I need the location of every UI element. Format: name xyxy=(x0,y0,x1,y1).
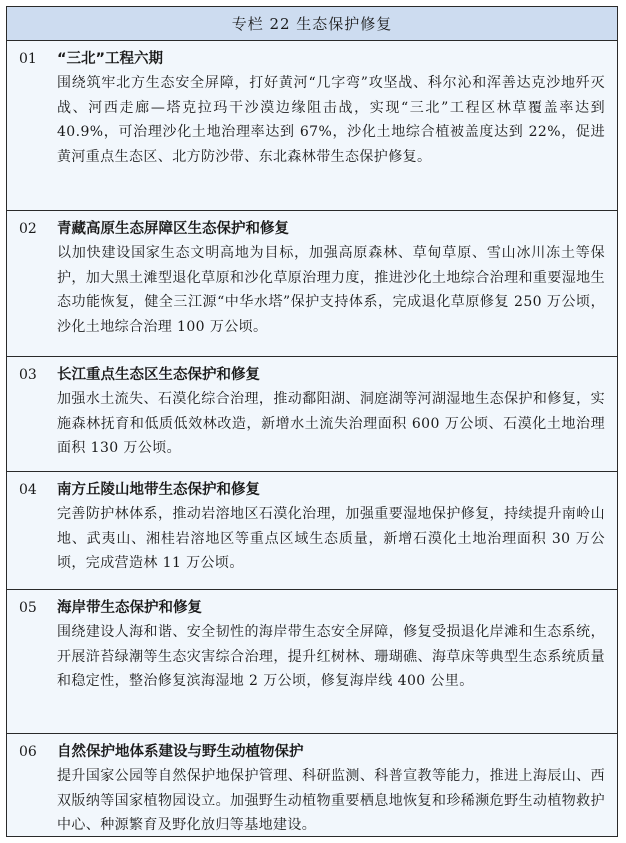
section-05 xyxy=(7,590,617,734)
section-number: 03 xyxy=(19,367,37,383)
section-body: 完善防护林体系，推动岩溶地区石漠化治理，加强重要湿地保护修复，持续提升南岭山地、武夷山、湘桂岩溶地区等重点区域生态质量，新增石漠化土地治理面积 30 万公顷，完成营造林 11 万公顷。 xyxy=(57,506,605,571)
section-title: 青藏高原生态屏障区生态保护和修复 xyxy=(57,221,289,237)
section-01 xyxy=(7,41,617,211)
section-04 xyxy=(7,472,617,590)
section-06 xyxy=(7,734,617,834)
section-title: 南方丘陵山地带生态保护和修复 xyxy=(57,482,260,498)
section-number: 01 xyxy=(19,51,37,67)
section-title: “三北”工程六期 xyxy=(57,51,164,67)
section-body: 提升国家公园等自然保护地保护管理、科研监测、科普宣教等能力，推进上海辰山、西双版纳等国家植物园设立。加强野生动植物重要栖息地恢复和珍稀濒危野生动植物救护中心、种源繁育及野化放归等基地建设。 xyxy=(57,768,605,833)
section-number: 04 xyxy=(19,482,37,498)
section-03 xyxy=(7,357,617,472)
section-body: 加强水土流失、石漠化综合治理，推动鄱阳湖、洞庭湖等河湖湿地生态保护和修复，实施森林抚育和低质低效林改造，新增水土流失治理面积 600 万公顷、石漠化土地治理面积 130 万公顷。 xyxy=(57,391,605,456)
section-body: 以加快建设国家生态文明高地为目标，加强高原森林、草甸草原、雪山冰川冻土等保护，加大黑土滩型退化草原和沙化草原治理力度，推进沙化土地综合治理和重要湿地生态功能恢复，健全三江源“中华水塔”保护支持体系，完成退化草原修复 250 万公顷，沙化土地综合治理 100 万公顷。 xyxy=(57,245,605,335)
section-number: 06 xyxy=(19,744,37,760)
column-panel xyxy=(6,6,618,837)
section-title: 长江重点生态区生态保护和修复 xyxy=(57,367,260,383)
section-body: 围绕筑牢北方生态安全屏障，打好黄河“几字弯”攻坚战、科尔沁和浑善达克沙地歼灭战、河西走廊—塔克拉玛干沙漠边缘阻击战，实现“三北”工程区林草覆盖率达到 40.9%，可治理沙化土地治理率达到 67%，沙化土地综合植被盖度达到 22%，促进黄河重点生态区、北方防沙带、东北森林带生态保护修复。 xyxy=(57,75,605,165)
section-title: 自然保护地体系建设与野生动植物保护 xyxy=(57,744,304,760)
section-number: 02 xyxy=(19,221,37,237)
section-number: 05 xyxy=(19,600,37,616)
section-body: 围绕建设人海和谐、安全韧性的海岸带生态安全屏障，修复受损退化岸滩和生态系统，开展浒苔绿潮等生态灾害综合治理，提升红树林、珊瑚礁、海草床等典型生态系统质量和稳定性，整治修复滨海湿地 2 万公顷，修复海岸线 400 公里。 xyxy=(57,624,605,689)
section-02 xyxy=(7,211,617,357)
section-title: 海岸带生态保护和修复 xyxy=(57,600,202,616)
panel-title: 专栏 22 生态保护修复 xyxy=(7,7,617,41)
